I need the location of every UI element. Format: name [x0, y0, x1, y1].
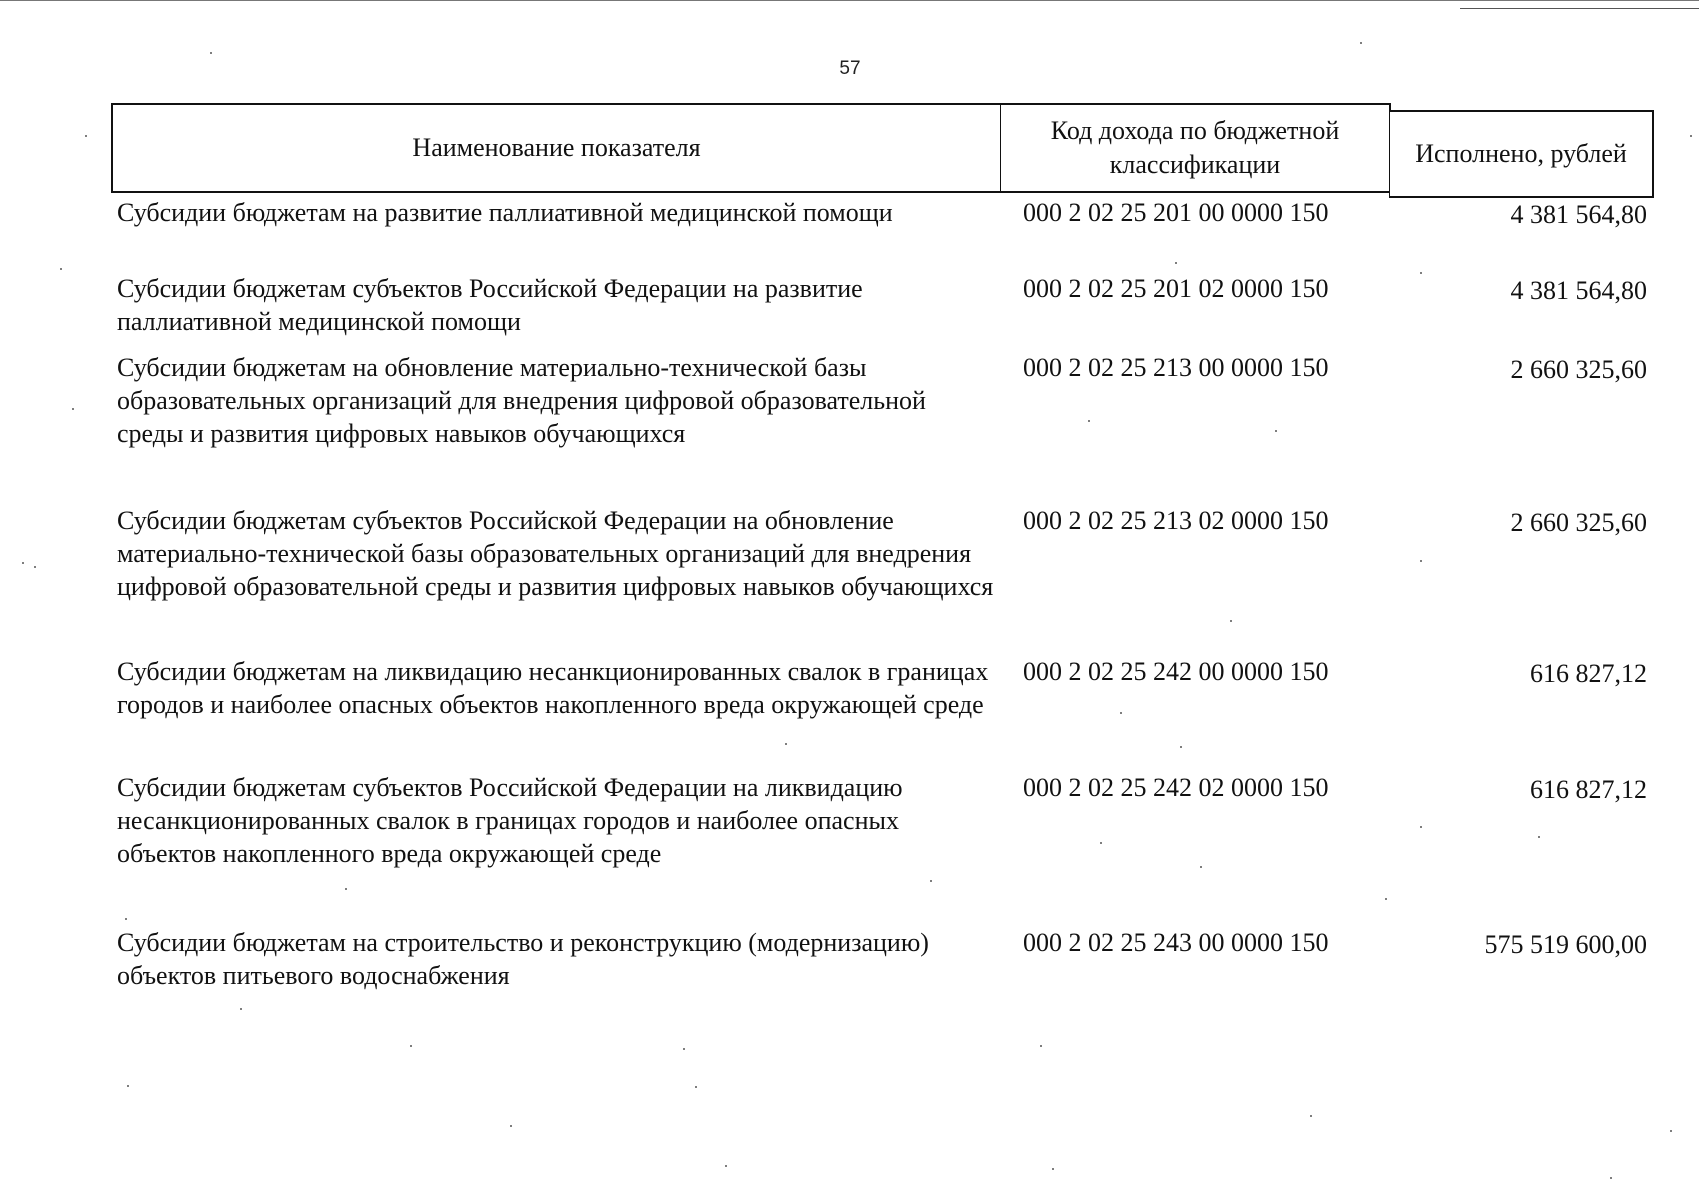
scan-speck: [345, 888, 347, 890]
scan-speck: [683, 1048, 685, 1050]
scan-speck: [1690, 135, 1692, 137]
row-name: Субсидии бюджетам субъектов Российской Федерации на ликвидацию несанкционированных свалок в границах городов и наиболее опасных объектов накопленного вреда окружающей среде: [117, 773, 903, 868]
scan-speck: [510, 1125, 512, 1127]
scan-speck: [210, 52, 212, 54]
scan-speck: [785, 743, 787, 745]
row-amount: 2 660 325,60: [1510, 508, 1647, 537]
scan-speck: [1420, 826, 1422, 828]
table-header: [111, 103, 1654, 195]
scan-speck: [1420, 560, 1422, 562]
row-amount: 575 519 600,00: [1484, 930, 1647, 959]
header-code-cell: [1000, 103, 1391, 193]
header-name-label: Наименование показателя: [412, 133, 701, 162]
scan-speck: [1670, 1130, 1672, 1132]
top-edge-rule: [0, 0, 1699, 1]
header-code-label: Код дохода по бюджетной классификации: [1050, 116, 1340, 179]
scan-speck: [1275, 430, 1277, 432]
scan-speck: [1538, 836, 1540, 838]
row-name: Субсидии бюджетам субъектов Российской Федерации на развитие паллиативной медицинской помощи: [117, 274, 863, 336]
scan-speck: [1385, 898, 1387, 900]
scan-speck: [60, 268, 62, 270]
scan-speck: [695, 1086, 697, 1088]
scan-speck: [1088, 420, 1090, 422]
header-name-cell: [111, 103, 1002, 193]
row-name: Субсидии бюджетам субъектов Российской Федерации на обновление материально-технической базы образовательных организаций для внедрения цифровой образовательной среды и развития цифровых навыков обучающихся: [117, 506, 994, 601]
scan-speck: [1310, 1115, 1312, 1117]
row-name: Субсидии бюджетам на обновление материально-технической базы образовательных организаций для внедрения цифровой образовательной среды и развития цифровых навыков обучающихся: [117, 353, 926, 448]
row-amount: 616 827,12: [1530, 659, 1647, 688]
scan-speck: [725, 1165, 727, 1167]
row-name: Субсидии бюджетам на строительство и реконструкцию (модернизацию) объектов питьевого водоснабжения: [117, 928, 929, 990]
scan-speck: [125, 918, 127, 920]
scan-speck: [1040, 1045, 1042, 1047]
scan-speck: [930, 880, 932, 882]
scan-speck: [1100, 842, 1102, 844]
scan-speck: [410, 1045, 412, 1047]
scan-speck: [240, 1008, 242, 1010]
scan-speck: [85, 135, 87, 137]
row-code: 000 2 02 25 201 02 0000 150: [1023, 274, 1329, 303]
header-amount-cell: [1389, 110, 1654, 198]
scan-speck: [127, 1085, 129, 1087]
row-amount: 4 381 564,80: [1510, 276, 1647, 305]
row-code: 000 2 02 25 243 00 0000 150: [1023, 928, 1329, 957]
scan-speck: [1180, 746, 1182, 748]
row-amount: 4 381 564,80: [1510, 200, 1647, 229]
row-code: 000 2 02 25 213 00 0000 150: [1023, 353, 1329, 382]
row-code: 000 2 02 25 201 00 0000 150: [1023, 198, 1329, 227]
scan-speck: [1610, 1177, 1612, 1179]
row-name: Субсидии бюджетам на ликвидацию несанкционированных свалок в границах городов и наиболее опасных объектов накопленного вреда окружающей среде: [117, 657, 989, 719]
scan-speck: [1052, 1168, 1054, 1170]
scan-speck: [72, 408, 74, 410]
row-code: 000 2 02 25 242 00 0000 150: [1023, 657, 1329, 686]
scan-speck: [34, 566, 36, 568]
scan-speck: [1120, 712, 1122, 714]
scan-speck: [22, 562, 24, 564]
scan-speck: [1420, 272, 1422, 274]
scan-speck: [1200, 866, 1202, 868]
row-amount: 616 827,12: [1530, 775, 1647, 804]
row-amount: 2 660 325,60: [1510, 355, 1647, 384]
row-code: 000 2 02 25 242 02 0000 150: [1023, 773, 1329, 802]
scan-speck: [1175, 262, 1177, 264]
row-name: Субсидии бюджетам на развитие паллиативной медицинской помощи: [117, 198, 893, 227]
scan-speck: [1230, 620, 1232, 622]
header-amount-label: Исполнено, рублей: [1415, 139, 1627, 168]
top-right-rule: [1460, 8, 1699, 9]
page-number: 57: [839, 58, 861, 79]
row-code: 000 2 02 25 213 02 0000 150: [1023, 506, 1329, 535]
scan-speck: [1360, 42, 1362, 44]
